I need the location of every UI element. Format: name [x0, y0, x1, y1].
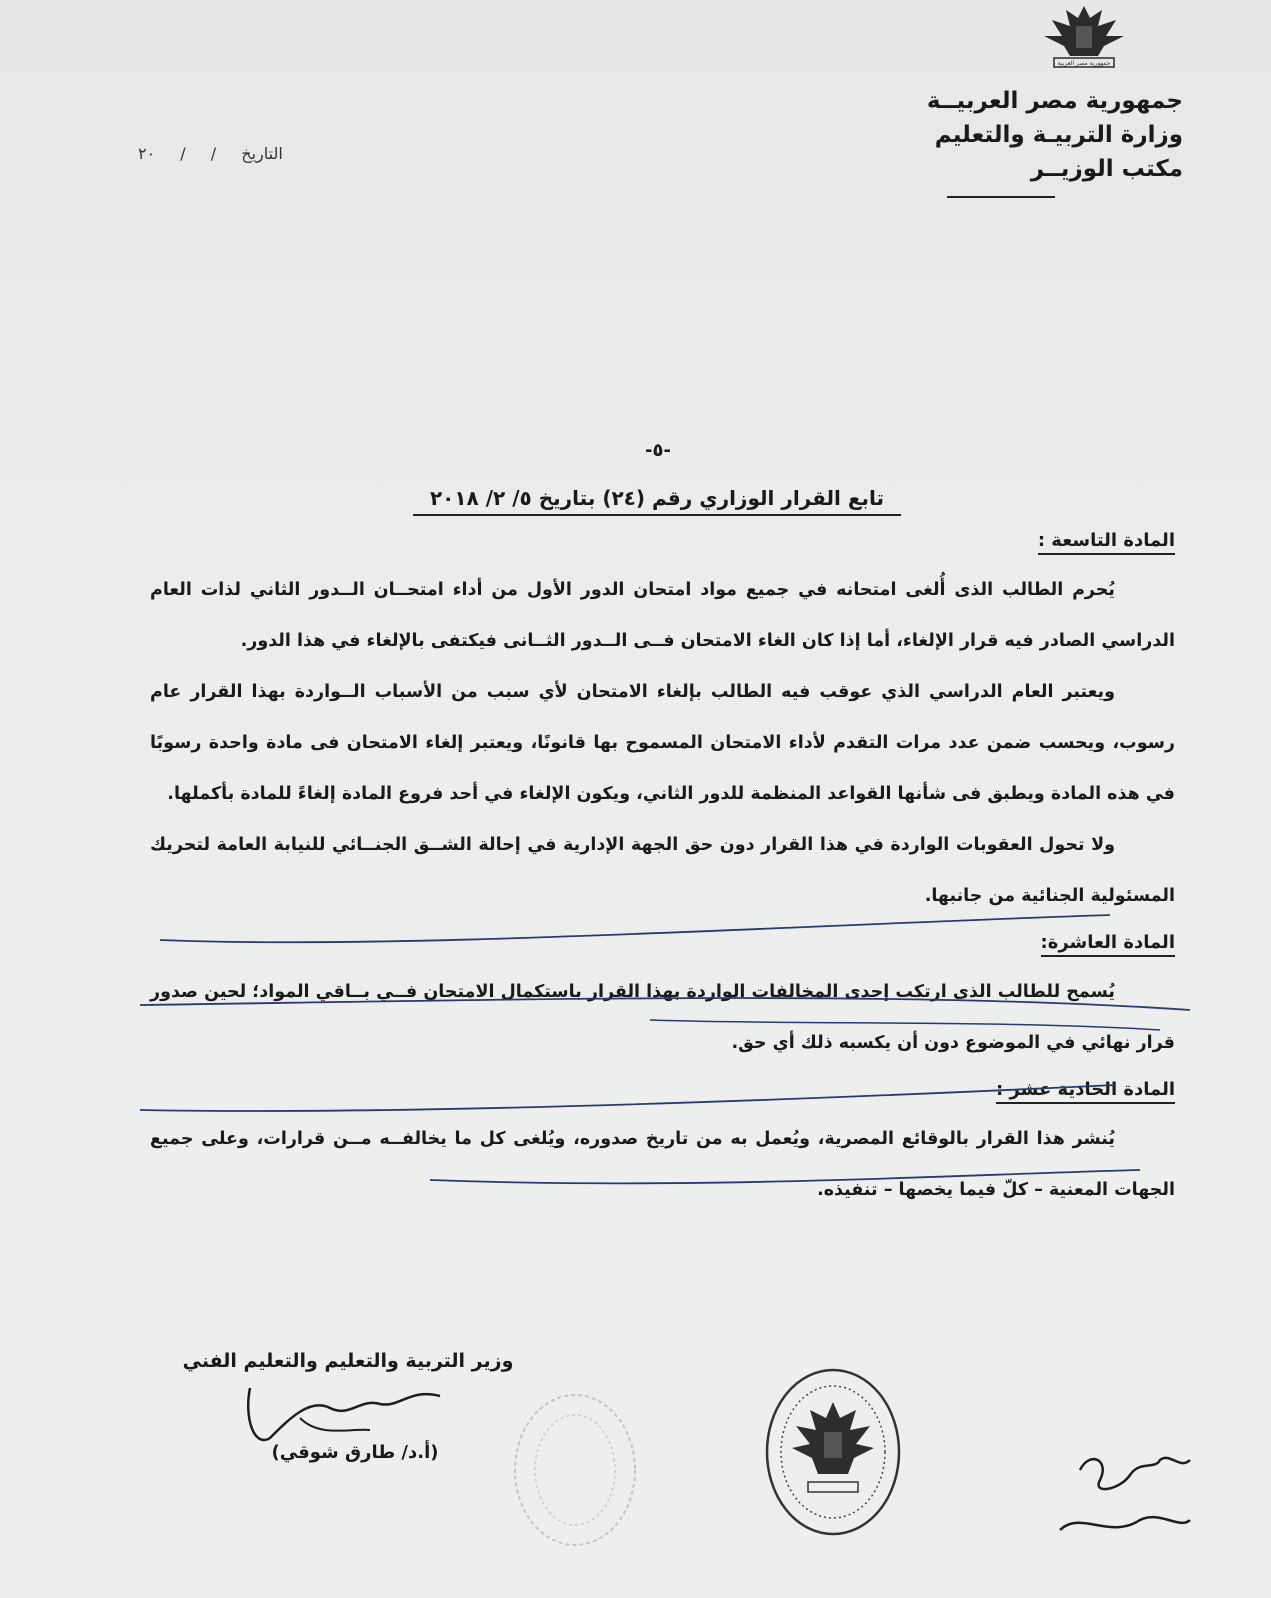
- emblem-caption: جمهورية مصر العربية: [1057, 60, 1111, 67]
- date-label: التاريخ: [241, 144, 283, 163]
- header-country: جمهورية مصر العربيــة: [926, 88, 1183, 114]
- article-10: [150, 922, 1175, 1069]
- header-underline: [947, 196, 1055, 198]
- article-heading: المادة التاسعة :: [1038, 530, 1175, 555]
- ministry-header: [923, 84, 1183, 198]
- article-heading: المادة الحادية عشر :: [996, 1079, 1175, 1104]
- article-paragraph: يُنشر هذا القرار بالوقائع المصرية، ويُعمل به من تاريخ صدوره، ويُلغى كل ما يخالفــه مــن قرارات، وعلى جميع الجهات المعنية – كلّ فيما يخصها – تنفيذه.: [150, 1129, 1175, 1200]
- article-paragraph: ويعتبر العام الدراسي الذي عوقب فيه الطالب بإلغاء الامتحان لأي سبب من الأسباب الــواردة بهذا القرار عام رسوب، ويحسب ضمن عدد مرات التقدم لأداء الامتحان المسموح بها قانونًا، ويعتبر إلغاء الامتحان فى مادة واحدة رسوبًا في هذه المادة ويطبق فى شأنها القواعد المنظمة للدور الثاني، ويكون الإلغاء في أحد فروع المادة إلغاءً للمادة بأكملها.: [150, 682, 1175, 804]
- header-ministry: وزارة التربيـة والتعليم: [934, 122, 1183, 148]
- date-slash-2: /: [180, 144, 186, 163]
- signature-title: وزير التربية والتعليم والتعليم الفني: [182, 1350, 514, 1372]
- header-office: مكتب الوزيــر: [1030, 156, 1183, 182]
- document-body: [150, 520, 1175, 1216]
- handwritten-initials-icon: [1040, 1440, 1200, 1550]
- eagle-emblem-icon: [1040, 0, 1128, 72]
- ministry-seal-icon: [758, 1362, 908, 1542]
- decree-title: تابع القرار الوزاري رقم (٢٤) بتاريخ ٥/ ٢/ ٢٠١٨: [413, 486, 901, 516]
- signature-name: (أ.د/ طارق شوقي): [271, 1442, 439, 1463]
- article-paragraph: يُحرم الطالب الذى أُلغى امتحانه في جميع مواد امتحان الدور الأول من أداء امتحــان الــدور الثاني لذات العام الدراسي الصادر فيه قرار الإلغاء، أما إذا كان الغاء الامتحان فــى الــدور الثــانى فيكتفى بالإلغاء في هذا الدور.: [150, 580, 1175, 651]
- faint-seal-icon: [505, 1385, 645, 1555]
- article-9: [150, 520, 1175, 922]
- date-slash-1: /: [210, 144, 217, 163]
- article-heading: المادة العاشرة:: [1041, 932, 1175, 957]
- article-11: [150, 1069, 1175, 1216]
- article-paragraph: يُسمح للطالب الذى ارتكب إحدى المخالفات الواردة بهذا القرار باستكمال الامتحان فــي بــاقي المواد؛ لحين صدور قرار نهائي في الموضوع دون أن يكسبه ذلك أي حق.: [150, 982, 1175, 1053]
- date-line: [118, 144, 283, 163]
- page-number: -٥-: [645, 440, 671, 461]
- article-paragraph: ولا تحول العقوبات الواردة في هذا القرار دون حق الجهة الإدارية في إحالة الشــق الجنــائي للنيابة العامة لتحريك المسئولية الجنائية من جانبها.: [150, 835, 1175, 906]
- date-year: ٢٠: [138, 144, 156, 163]
